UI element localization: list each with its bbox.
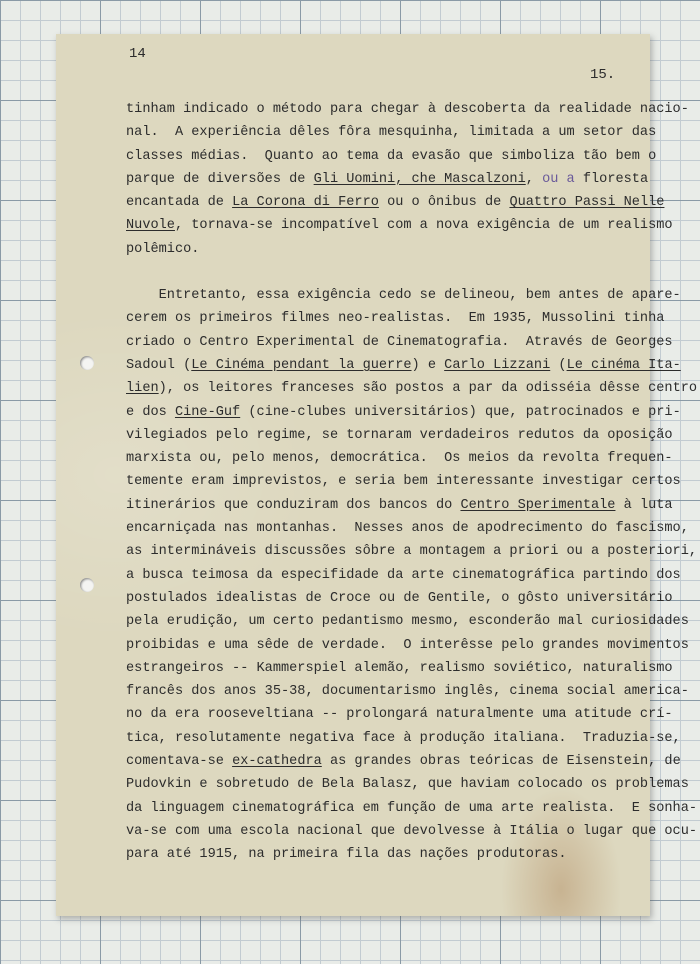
text-line [126, 284, 681, 307]
text-line [126, 750, 681, 773]
text-line [126, 377, 698, 400]
body-text [126, 98, 698, 867]
text-line [126, 145, 657, 168]
punch-hole-top [80, 356, 94, 370]
text-run: marxista ou, pelo menos, democrática. Os meios da revolta frequen- [126, 451, 673, 467]
underlined-title: Le cinéma Ita- [566, 357, 681, 373]
text-run: francês dos anos 35-38, documentarismo inglês, cinema social america- [126, 684, 689, 700]
text-line [126, 121, 657, 144]
text-line [126, 354, 681, 377]
text-line [126, 797, 698, 820]
text-run: itinerários que conduziram dos bancos do [126, 497, 461, 513]
text-line [126, 214, 673, 237]
text-run: ou a [542, 171, 575, 187]
text-line [126, 307, 665, 330]
text-run: comentava-se [126, 754, 233, 770]
text-run: (cine-clubes universitários) que, patrocinados e pri- [240, 404, 681, 420]
typewritten-page [56, 34, 698, 916]
underlined-title: Quattro Passi Nelle [509, 195, 665, 211]
underlined-title: Le Cinéma pendant la guerre [191, 357, 412, 373]
text-run: , [525, 171, 543, 187]
text-run: as intermináveis discussões sôbre a montagem a priori ou a posteriori, [126, 544, 698, 560]
text-run: nal. A experiência dêles fôra mesquinha, limitada a um setor das [126, 125, 657, 141]
text-line [126, 98, 689, 121]
text-run: ) e [411, 357, 445, 373]
text-line [126, 168, 649, 191]
text-line [126, 331, 673, 354]
text-run: estrangeiros -- Kammerspiel alemão, realismo soviético, naturalismo [126, 660, 673, 676]
text-run: classes médias. Quanto ao tema da evasão que simboliza tão bem o [126, 148, 657, 164]
underlined-title: ex-cathedra [232, 754, 322, 770]
text-run: cerem os primeiros filmes neo-realistas. Em 1935, Mussolini tinha [126, 311, 665, 327]
text-line [126, 680, 689, 703]
text-run: ), os leitores franceses são postos a par da odisséia dêsse centro [158, 381, 698, 397]
text-line [126, 494, 673, 517]
text-run: encarniçada nas montanhas. Nesses anos de apodrecimento do fascismo, [126, 521, 689, 537]
text-run: proibidas e uma sêde de verdade. O interêsse pelo grandes movimentos [126, 637, 689, 653]
underlined-title: lien [126, 381, 159, 397]
text-run: Pudovkin e sobretudo de Bela Balasz, que haviam colocado os problemas [126, 777, 689, 793]
text-line [126, 703, 673, 726]
text-line [126, 773, 689, 796]
text-run: tica, resolutamente negativa face à produção italiana. Traduzia-se, [126, 730, 681, 746]
text-line [126, 540, 698, 563]
text-run: polêmico. [126, 241, 200, 257]
text-line [126, 820, 698, 843]
text-run: va-se com uma escola nacional que devolvesse à Itália o lugar que ocu- [126, 823, 698, 839]
text-line [126, 470, 681, 493]
text-line [126, 727, 681, 750]
text-run: da linguagem cinematográfica em função de uma arte realista. E sonha- [126, 800, 698, 816]
text-run: , tornava-se incompatível com a nova exigência de um realismo [174, 218, 673, 234]
text-line [126, 610, 689, 633]
text-run: temente eram imprevistos, e seria bem interessante investigar certos [126, 474, 681, 490]
text-run: as grandes obras teóricas de Eisenstein, de [321, 754, 681, 770]
text-run: para até 1915, na primeira fila das nações produtoras. [126, 847, 567, 863]
underlined-title: Carlo Lizzani [444, 357, 551, 373]
text-line [126, 587, 673, 610]
corner-page-mark: 14 [129, 46, 146, 62]
text-line [126, 634, 689, 657]
text-run: e dos [126, 404, 175, 420]
text-line [126, 447, 673, 470]
underlined-title: Centro Sperimentale [460, 497, 616, 513]
text-run: criado o Centro Experimental de Cinematografia. Através de Georges [126, 334, 673, 350]
underlined-title: La Corona di Ferro [232, 195, 379, 211]
text-line [126, 401, 681, 424]
text-line [126, 517, 689, 540]
page-number: 15. [590, 67, 616, 83]
text-run: floresta [574, 171, 649, 187]
text-run: à luta [615, 497, 673, 513]
text-run: encantada de [126, 195, 233, 211]
text-run: vilegiados pelo regime, se tornaram verdadeiros redutos da oposição [126, 427, 673, 443]
underlined-title: Nuvole [126, 218, 175, 234]
text-run: parque de diversões de [126, 171, 314, 187]
text-run: tinham indicado o método para chegar à descoberta da realidade nacio- [126, 102, 689, 117]
text-run: pela erudição, um certo pedantismo mesmo, esconderão mal curiosidades [126, 614, 689, 630]
text-line [126, 238, 626, 261]
text-run: postulados idealistas de Croce ou de Gentile, o gôsto universitário [126, 590, 673, 606]
text-run: ou o ônibus de [378, 195, 510, 211]
underlined-title: Gli Uomini, che Mascalzoni [313, 171, 526, 187]
text-run: Entretanto, essa exigência cedo se delineou, bem antes de apare- [126, 288, 681, 304]
text-run: no da era rooseveltiana -- prolongará naturalmente uma atitude crí- [126, 707, 673, 723]
text-line [126, 843, 626, 866]
text-run: Sadoul ( [126, 357, 192, 373]
punch-hole-bottom [80, 578, 94, 592]
text-line [126, 424, 673, 447]
text-line [126, 191, 665, 214]
text-line [126, 657, 673, 680]
text-run: a busca teimosa da especifidade da arte cinematográfica partindo dos [126, 567, 681, 583]
underlined-title: Cine-Guf [174, 404, 241, 420]
text-line [126, 564, 681, 587]
paragraph-gap [126, 261, 626, 284]
text-run: ( [550, 357, 567, 373]
